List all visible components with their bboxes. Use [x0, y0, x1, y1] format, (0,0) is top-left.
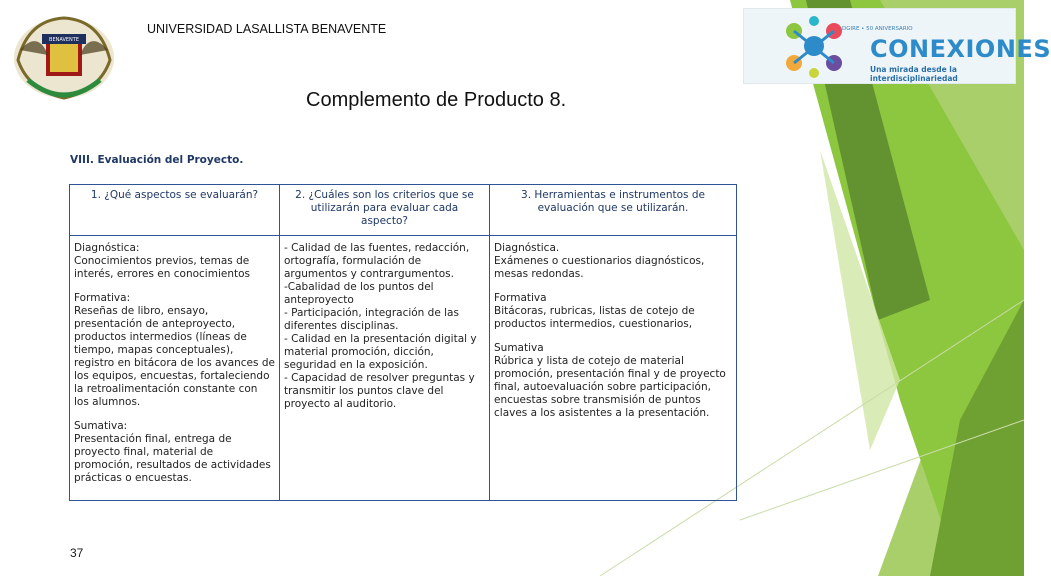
tools-cell [490, 236, 737, 501]
aspect-formative: Formativa: Reseñas de libro, ensayo, presentación de anteproyecto, productos intermedios (líneas de tiempo, mapas conceptuales), registro en bitácora de los avances de los equipos, encuestas, fortaleciendo la retroalimentación constante con los alumnos. [74, 292, 275, 408]
logo-tagline: Una mirada desde la interdisciplinariedad [870, 65, 958, 83]
evaluation-table [69, 184, 737, 501]
conexiones-logo [743, 8, 1051, 84]
table-header-row [70, 185, 737, 236]
aspect-diagnostic: Diagnóstica: Conocimientos previos, temas de interés, errores en conocimientos [74, 242, 250, 280]
molecule-icon [774, 11, 854, 81]
tools-formative: Formativa Bitácoras, rubricas, listas de cotejo de productos intermedios, cuestionarios, [494, 292, 695, 330]
logo-brand: CONEXIONES [870, 35, 1051, 63]
criteria-list: - Calidad de las fuentes, redacción, ortografía, formulación de argumentos y contrargumentos. -Cabalidad de los puntos del anteproyecto - Participación, integración de las diferentes disciplinas. - Calidad en la presentación digital y material promoción, dicción, seguridad en la exposición. - Capacidad de resolver preguntas y transmitir los puntos clave del proyecto al auditorio. [284, 242, 477, 410]
criteria-cell [280, 236, 490, 501]
column-header: 1. ¿Qué aspectos se evaluarán? [70, 185, 280, 236]
logo-subtitle: DGIRE • 50 ANIVERSARIO [842, 26, 913, 32]
slide-number: 37 [70, 546, 84, 560]
column-header: 2. ¿Cuáles son los criterios que se utilizarán para evaluar cada aspecto? [280, 185, 490, 236]
seal-text: BENAVENTE [49, 37, 79, 43]
section-heading: VIII. Evaluación del Proyecto. [70, 154, 244, 166]
aspect-summative: Sumativa: Presentación final, entrega de proyecto final, material de promoción, resultados de actividades prácticas o encuestas. [74, 420, 271, 484]
tools-diagnostic: Diagnóstica. Exámenes o cuestionarios diagnósticos, mesas redondas. [494, 242, 705, 280]
university-name: UNIVERSIDAD LASALLISTA BENAVENTE [147, 22, 387, 36]
page-title: Complemento de Producto 8. [306, 89, 567, 111]
column-header: 3. Herramientas e instrumentos de evaluación que se utilizarán. [490, 185, 737, 236]
table-row [70, 236, 737, 501]
aspects-cell [70, 236, 280, 501]
tools-summative: Sumativa Rúbrica y lista de cotejo de material promoción, presentación final y de proyecto final, autoevaluación sobre participación, encuestas sobre transmisión de puntos claves a los asistentes a la presentación. [494, 342, 726, 419]
university-seal [8, 10, 120, 106]
